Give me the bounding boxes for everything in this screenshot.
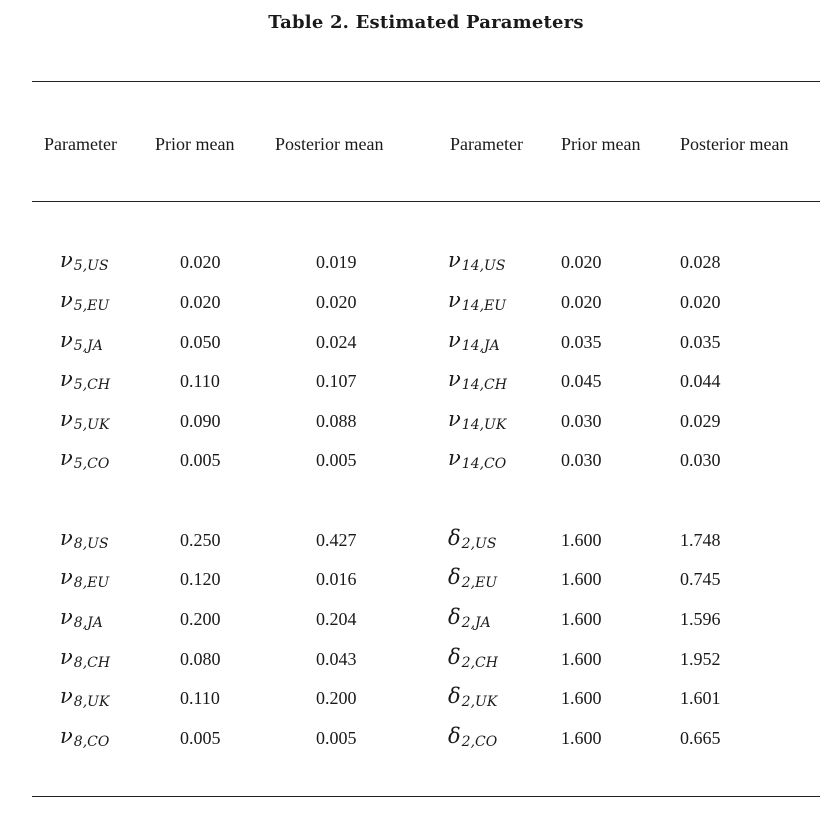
parameter-symbol-subscript: 5,EU xyxy=(73,298,110,314)
parameter-symbol-base: ν xyxy=(448,407,461,431)
parameter-symbol-base: ν xyxy=(60,645,73,669)
prior-mean-value: 0.090 xyxy=(180,411,221,431)
parameter-symbol-subscript: 5,UK xyxy=(73,417,110,433)
parameter-symbol-subscript: 2,JA xyxy=(461,615,491,631)
prior-mean-value: 1.600 xyxy=(561,569,602,589)
parameter-symbol xyxy=(448,724,497,748)
parameter-symbol-base: ν xyxy=(448,328,461,352)
posterior-mean-value: 0.019 xyxy=(316,252,357,272)
prior-mean-value: 1.600 xyxy=(561,688,602,708)
parameter-symbol xyxy=(448,367,507,391)
posterior-mean-value: 0.020 xyxy=(680,292,721,312)
posterior-mean-value: 0.088 xyxy=(316,411,357,431)
prior-mean-value: 0.030 xyxy=(561,450,602,470)
parameter-symbol-base: ν xyxy=(60,248,73,272)
posterior-mean-value: 0.020 xyxy=(316,292,357,312)
header-right-posterior-mean: Posterior mean xyxy=(680,134,789,154)
posterior-mean-value: 0.044 xyxy=(680,371,721,391)
parameter-symbol-base: δ xyxy=(448,565,461,589)
posterior-mean-value: 0.005 xyxy=(316,728,357,748)
parameter-symbol xyxy=(60,605,103,629)
prior-mean-value: 0.030 xyxy=(561,411,602,431)
prior-mean-value: 0.080 xyxy=(180,649,221,669)
parameter-symbol xyxy=(60,684,109,708)
prior-mean-value: 0.200 xyxy=(180,609,221,629)
parameter-symbol-base: ν xyxy=(60,684,73,708)
parameter-symbol xyxy=(448,645,498,669)
parameter-symbol-subscript: 5,CO xyxy=(73,456,110,472)
parameter-symbol xyxy=(448,328,500,352)
prior-mean-value: 1.600 xyxy=(561,649,602,669)
prior-mean-value: 0.020 xyxy=(180,252,221,272)
parameter-symbol-subscript: 2,UK xyxy=(461,694,498,710)
header-left-posterior-mean: Posterior mean xyxy=(275,134,384,154)
prior-mean-value: 0.250 xyxy=(180,530,221,550)
parameter-symbol xyxy=(60,328,103,352)
posterior-mean-value: 0.200 xyxy=(316,688,357,708)
posterior-mean-value: 0.030 xyxy=(680,450,721,470)
parameter-symbol-subscript: 2,US xyxy=(461,536,497,552)
posterior-mean-value: 0.024 xyxy=(316,332,357,352)
posterior-mean-value: 1.601 xyxy=(680,688,721,708)
parameter-symbol xyxy=(60,645,110,669)
posterior-mean-value: 0.745 xyxy=(680,569,721,589)
parameter-symbol xyxy=(60,407,109,431)
parameter-symbol-base: δ xyxy=(448,526,461,550)
parameter-symbol xyxy=(448,526,496,550)
parameter-symbol-subscript: 8,CO xyxy=(73,734,110,750)
parameter-symbol-base: ν xyxy=(60,407,73,431)
parameter-symbol-base: ν xyxy=(60,367,73,391)
parameter-symbol-base: δ xyxy=(448,724,461,748)
posterior-mean-value: 0.043 xyxy=(316,649,357,669)
parameter-symbol-base: ν xyxy=(60,565,73,589)
parameter-symbol xyxy=(60,367,110,391)
parameter-symbol xyxy=(448,565,497,589)
parameter-symbol-subscript: 2,CO xyxy=(461,734,498,750)
parameter-symbol-subscript: 14,CO xyxy=(461,456,507,472)
parameter-symbol xyxy=(60,248,109,272)
posterior-mean-value: 0.107 xyxy=(316,371,357,391)
parameter-symbol-subscript: 8,UK xyxy=(73,694,110,710)
parameter-symbol-subscript: 14,UK xyxy=(461,417,507,433)
posterior-mean-value: 0.427 xyxy=(316,530,357,550)
prior-mean-value: 0.050 xyxy=(180,332,221,352)
parameter-symbol-subscript: 2,CH xyxy=(461,655,498,671)
parameter-symbol-subscript: 8,EU xyxy=(73,575,110,591)
parameter-symbol-subscript: 8,CH xyxy=(73,655,111,671)
header-rule xyxy=(32,201,820,202)
parameter-symbol-base: ν xyxy=(60,328,73,352)
header-left-parameter: Parameter xyxy=(44,134,117,154)
posterior-mean-value: 1.952 xyxy=(680,649,721,669)
parameter-symbol-subscript: 8,US xyxy=(73,536,109,552)
parameter-symbol-subscript: 5,CH xyxy=(73,377,111,393)
header-right-prior-mean: Prior mean xyxy=(561,134,641,154)
posterior-mean-value: 0.005 xyxy=(316,450,357,470)
parameter-symbol-subscript: 2,EU xyxy=(461,575,498,591)
header-right-parameter: Parameter xyxy=(450,134,523,154)
prior-mean-value: 0.045 xyxy=(561,371,602,391)
prior-mean-value: 0.005 xyxy=(180,728,221,748)
parameter-symbol xyxy=(448,407,506,431)
prior-mean-value: 0.120 xyxy=(180,569,221,589)
parameter-symbol xyxy=(60,288,109,312)
prior-mean-value: 0.005 xyxy=(180,450,221,470)
parameter-symbol-base: ν xyxy=(60,446,73,470)
parameter-symbol xyxy=(60,565,109,589)
parameter-symbol-subscript: 14,JA xyxy=(461,338,500,354)
parameter-symbol-base: δ xyxy=(448,684,461,708)
parameter-symbol-base: ν xyxy=(448,288,461,312)
parameter-symbol-subscript: 14,CH xyxy=(461,377,507,393)
parameter-symbol-subscript: 14,US xyxy=(461,258,506,274)
bottom-rule xyxy=(32,796,820,797)
parameter-symbol xyxy=(448,446,506,470)
parameter-symbol xyxy=(448,684,497,708)
parameter-symbol-subscript: 5,US xyxy=(73,258,109,274)
parameter-symbol-subscript: 8,JA xyxy=(73,615,103,631)
prior-mean-value: 0.020 xyxy=(561,252,602,272)
table-title: Table 2. Estimated Parameters xyxy=(268,12,584,33)
prior-mean-value: 0.035 xyxy=(561,332,602,352)
prior-mean-value: 0.110 xyxy=(180,371,220,391)
parameter-symbol xyxy=(448,605,491,629)
posterior-mean-value: 1.748 xyxy=(680,530,721,550)
parameter-symbol xyxy=(448,288,506,312)
posterior-mean-value: 0.204 xyxy=(316,609,357,629)
posterior-mean-value: 0.665 xyxy=(680,728,721,748)
posterior-mean-value: 0.028 xyxy=(680,252,721,272)
posterior-mean-value: 0.035 xyxy=(680,332,721,352)
parameter-symbol-base: ν xyxy=(448,367,461,391)
parameter-symbol xyxy=(60,446,109,470)
posterior-mean-value: 1.596 xyxy=(680,609,721,629)
prior-mean-value: 0.020 xyxy=(561,292,602,312)
parameter-symbol-base: ν xyxy=(60,724,73,748)
parameter-symbol xyxy=(60,724,109,748)
header-left-prior-mean: Prior mean xyxy=(155,134,235,154)
parameter-symbol-subscript: 5,JA xyxy=(73,338,103,354)
posterior-mean-value: 0.029 xyxy=(680,411,721,431)
prior-mean-value: 1.600 xyxy=(561,609,602,629)
prior-mean-value: 0.110 xyxy=(180,688,220,708)
prior-mean-value: 1.600 xyxy=(561,530,602,550)
parameter-symbol-base: δ xyxy=(448,645,461,669)
parameter-symbol xyxy=(448,248,505,272)
parameter-symbol-base: ν xyxy=(60,526,73,550)
parameter-symbol-base: δ xyxy=(448,605,461,629)
parameter-symbol-base: ν xyxy=(60,605,73,629)
parameter-symbol-base: ν xyxy=(448,248,461,272)
parameter-symbol xyxy=(60,526,109,550)
top-rule xyxy=(32,81,820,82)
prior-mean-value: 0.020 xyxy=(180,292,221,312)
parameter-symbol-base: ν xyxy=(448,446,461,470)
prior-mean-value: 1.600 xyxy=(561,728,602,748)
posterior-mean-value: 0.016 xyxy=(316,569,357,589)
parameter-symbol-subscript: 14,EU xyxy=(461,298,507,314)
parameter-symbol-base: ν xyxy=(60,288,73,312)
